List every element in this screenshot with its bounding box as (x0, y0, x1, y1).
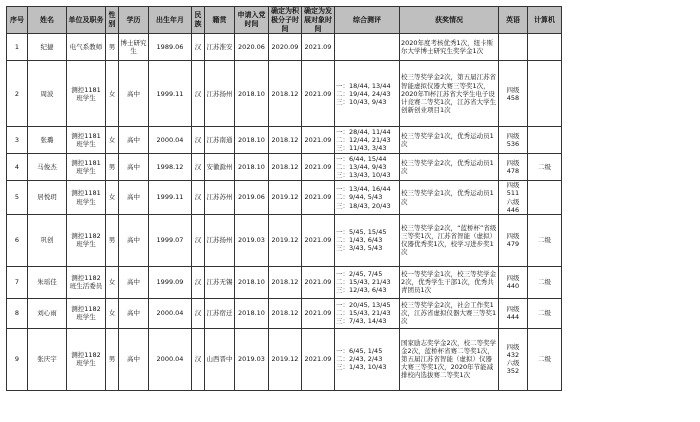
cell-edu: 博士研究生 (119, 34, 149, 61)
table-row (7, 214, 562, 266)
cell-awards: 校一等奖学金1次，校三等奖学金2次，优秀学生干部1次，优秀共青团员1次 (400, 266, 499, 298)
header-unit: 单位及职务 (67, 7, 106, 34)
cell-apply: 2018.10 (235, 127, 269, 154)
cell-apply: 2018.10 (235, 61, 269, 127)
cell-activist: 2019.12 (269, 328, 302, 390)
cell-awards: 校三等奖学金2次，优秀运动员1次 (400, 154, 499, 181)
cell-unit: 测控1181班学生 (67, 127, 106, 154)
cell-seq: 2 (7, 61, 28, 127)
header-apply: 申请入党时间 (235, 7, 269, 34)
cell-apply: 2018.10 (235, 266, 269, 298)
cell-english: 四级 536 (499, 127, 528, 154)
cell-eval: 一：28/44, 11/44 二：12/44, 21/43 三：11/43, 3/43 (335, 127, 400, 154)
cell-birth: 1999.07 (149, 214, 192, 266)
cell-gender: 女 (106, 181, 119, 215)
cell-seq: 3 (7, 127, 28, 154)
cell-name: 张璐 (28, 127, 67, 154)
cell-birth: 1989.06 (149, 34, 192, 61)
table-row (7, 154, 562, 181)
table-row (7, 181, 562, 215)
cell-english (499, 34, 528, 61)
cell-origin: 江苏扬州 (205, 214, 235, 266)
cell-english: 四级 444 (499, 298, 528, 328)
cell-computer (528, 181, 562, 215)
cell-edu: 高中 (119, 214, 149, 266)
cell-unit: 测控1181班学生 (67, 181, 106, 215)
table-body (7, 34, 562, 391)
cell-seq: 6 (7, 214, 28, 266)
cell-birth: 2000.04 (149, 127, 192, 154)
cell-seq: 1 (7, 34, 28, 61)
header-row (7, 7, 562, 34)
cell-birth: 1999.11 (149, 61, 192, 127)
cell-seq: 4 (7, 154, 28, 181)
cell-eval (335, 34, 400, 61)
table-row (7, 266, 562, 298)
cell-apply: 2018.10 (235, 298, 269, 328)
cell-computer: 二级 (528, 328, 562, 390)
cell-apply: 2018.10 (235, 154, 269, 181)
cell-edu: 高中 (119, 61, 149, 127)
cell-gender: 男 (106, 214, 119, 266)
cell-ethnic: 汉 (192, 127, 205, 154)
cell-origin: 江苏无锡 (205, 266, 235, 298)
cell-birth: 1999.09 (149, 266, 192, 298)
header-ethnic: 民族 (192, 7, 205, 34)
cell-awards: 国家励志奖学金2次，校二等奖学金2次，蓝桥杯省赛二等奖1次，第五届江苏省智能（虚拟）仪器大赛三等奖1次，2020年节能减排校内选拔赛二等奖1次 (400, 328, 499, 390)
header-english: 英语 (499, 7, 528, 34)
cell-unit: 电气系教师 (67, 34, 106, 61)
cell-awards: 校三等奖学金2次，社会工作奖1次，江苏省虚拟仪器大赛三等奖1次 (400, 298, 499, 328)
cell-origin: 江苏南通 (205, 127, 235, 154)
table-row (7, 34, 562, 61)
cell-name: 朱瑶佳 (28, 266, 67, 298)
cell-english: 四级 511 六级 446 (499, 181, 528, 215)
cell-eval: 一：20/45, 13/45 二：15/43, 21/43 三：7/43, 14/43 (335, 298, 400, 328)
cell-ethnic: 汉 (192, 266, 205, 298)
header-eval: 综合测评 (335, 7, 400, 34)
cell-origin: 山西晋中 (205, 328, 235, 390)
header-gender: 性别 (106, 7, 119, 34)
table-row (7, 127, 562, 154)
cell-name: 马俊杰 (28, 154, 67, 181)
cell-name: 刘心雨 (28, 298, 67, 328)
cell-eval: 一：18/44, 13/44 二：19/44, 24/43 三：10/43, 9/43 (335, 61, 400, 127)
table-row (7, 61, 562, 127)
cell-gender: 男 (106, 328, 119, 390)
cell-origin: 江苏淮安 (205, 34, 235, 61)
cell-computer (528, 61, 562, 127)
cell-edu: 高中 (119, 154, 149, 181)
header-name: 姓名 (28, 7, 67, 34)
cell-activist: 2019.12 (269, 214, 302, 266)
cell-awards: 校三等奖学金2次，“蓝桥杯”省级三等奖1次，江苏省智能（虚拟）仪器优秀奖1次，校学习进步奖1次 (400, 214, 499, 266)
cell-english: 四级 432 六级 352 (499, 328, 528, 390)
cell-name: 周波 (28, 61, 67, 127)
cell-activist: 2019.12 (269, 181, 302, 215)
cell-apply: 2020.06 (235, 34, 269, 61)
cell-ethnic: 汉 (192, 214, 205, 266)
cell-unit: 测控1182班学生 (67, 328, 106, 390)
candidate-table-sheet (6, 6, 562, 391)
cell-edu: 高中 (119, 266, 149, 298)
cell-origin: 江苏宿迁 (205, 298, 235, 328)
cell-unit: 测控1182班学生 (67, 214, 106, 266)
cell-origin: 江苏苏州 (205, 181, 235, 215)
cell-awards: 校三等奖学金2次，第五届江苏省智能虚拟仪器大赛三等奖1次，2020年TI杯江苏省大学生电子设计竞赛二等奖1次，江苏省大学生创新创业项目1次 (400, 61, 499, 127)
cell-target: 2021.09 (302, 181, 335, 215)
cell-target: 2021.09 (302, 34, 335, 61)
cell-target: 2021.09 (302, 266, 335, 298)
cell-seq: 8 (7, 298, 28, 328)
cell-name: 居悦玥 (28, 181, 67, 215)
cell-gender: 女 (106, 298, 119, 328)
cell-origin: 江苏扬州 (205, 61, 235, 127)
cell-computer: 二级 (528, 266, 562, 298)
cell-gender: 女 (106, 127, 119, 154)
table-row (7, 328, 562, 390)
cell-unit: 测控1181班学生 (67, 61, 106, 127)
cell-unit: 测控1182班学生 (67, 298, 106, 328)
cell-eval: 一：2/45, 7/45 二：15/43, 21/43 三：12/43, 6/43 (335, 266, 400, 298)
cell-seq: 9 (7, 328, 28, 390)
cell-name: 纪捷 (28, 34, 67, 61)
cell-eval: 一：13/44, 16/44 二：9/44, 5/43 三：18/43, 20/43 (335, 181, 400, 215)
cell-computer: 二级 (528, 298, 562, 328)
cell-target: 2021.09 (302, 154, 335, 181)
cell-computer (528, 127, 562, 154)
cell-ethnic: 汉 (192, 34, 205, 61)
cell-ethnic: 汉 (192, 328, 205, 390)
header-target: 确定为发展对象时间 (302, 7, 335, 34)
cell-ethnic: 汉 (192, 181, 205, 215)
cell-edu: 高中 (119, 328, 149, 390)
cell-computer: 二级 (528, 154, 562, 181)
cell-origin: 安徽滁州 (205, 154, 235, 181)
cell-edu: 高中 (119, 181, 149, 215)
cell-activist: 2020.09 (269, 34, 302, 61)
cell-awards: 校三等奖学金1次，优秀运动员1次 (400, 181, 499, 215)
header-birth: 出生年月 (149, 7, 192, 34)
cell-english: 四级 440 (499, 266, 528, 298)
cell-gender: 男 (106, 154, 119, 181)
cell-seq: 7 (7, 266, 28, 298)
cell-activist: 2018.12 (269, 266, 302, 298)
cell-target: 2021.09 (302, 61, 335, 127)
cell-target: 2021.09 (302, 214, 335, 266)
cell-name: 巩创 (28, 214, 67, 266)
cell-gender: 女 (106, 266, 119, 298)
cell-unit: 测控1182班生活委员 (67, 266, 106, 298)
header-awards: 获奖情况 (400, 7, 499, 34)
cell-awards: 校三等奖学金1次，优秀运动员1次 (400, 127, 499, 154)
cell-computer: 二级 (528, 214, 562, 266)
cell-activist: 2018.12 (269, 61, 302, 127)
cell-activist: 2018.12 (269, 127, 302, 154)
cell-seq: 5 (7, 181, 28, 215)
cell-eval: 一：6/44, 15/44 二：13/44, 9/43 三：13/43, 10/43 (335, 154, 400, 181)
cell-unit: 测控1181班学生 (67, 154, 106, 181)
cell-gender: 女 (106, 61, 119, 127)
cell-activist: 2018.12 (269, 154, 302, 181)
cell-birth: 1999.11 (149, 181, 192, 215)
header-origin: 籍贯 (205, 7, 235, 34)
cell-english: 四级 458 (499, 61, 528, 127)
cell-ethnic: 汉 (192, 61, 205, 127)
cell-ethnic: 汉 (192, 154, 205, 181)
cell-english: 四级 478 (499, 154, 528, 181)
cell-activist: 2018.12 (269, 298, 302, 328)
cell-eval: 一：5/45, 15/45 二：1/43, 6/43 三：3/43, 5/43 (335, 214, 400, 266)
cell-computer (528, 34, 562, 61)
cell-birth: 2000.04 (149, 298, 192, 328)
cell-awards: 2020年度考核优秀1次，纽卡斯尔大学博士研究生奖学金1次 (400, 34, 499, 61)
header-computer: 计算机 (528, 7, 562, 34)
cell-birth: 2000.04 (149, 328, 192, 390)
table-row (7, 298, 562, 328)
header-activist: 确定为积极分子时间 (269, 7, 302, 34)
cell-name: 张庆宇 (28, 328, 67, 390)
candidate-table (6, 6, 562, 391)
table-header (7, 7, 562, 34)
header-edu: 学历 (119, 7, 149, 34)
cell-target: 2021.09 (302, 298, 335, 328)
cell-target: 2021.09 (302, 127, 335, 154)
cell-ethnic: 汉 (192, 298, 205, 328)
cell-target: 2021.09 (302, 328, 335, 390)
cell-apply: 2019.03 (235, 328, 269, 390)
cell-eval: 一：6/45, 1/45 二：2/43, 2/43 三：1/43, 10/43 (335, 328, 400, 390)
cell-apply: 2019.03 (235, 214, 269, 266)
cell-birth: 1998.12 (149, 154, 192, 181)
cell-gender: 男 (106, 34, 119, 61)
cell-english: 四级 479 (499, 214, 528, 266)
cell-apply: 2019.06 (235, 181, 269, 215)
header-seq: 序号 (7, 7, 28, 34)
cell-edu: 高中 (119, 298, 149, 328)
cell-edu: 高中 (119, 127, 149, 154)
